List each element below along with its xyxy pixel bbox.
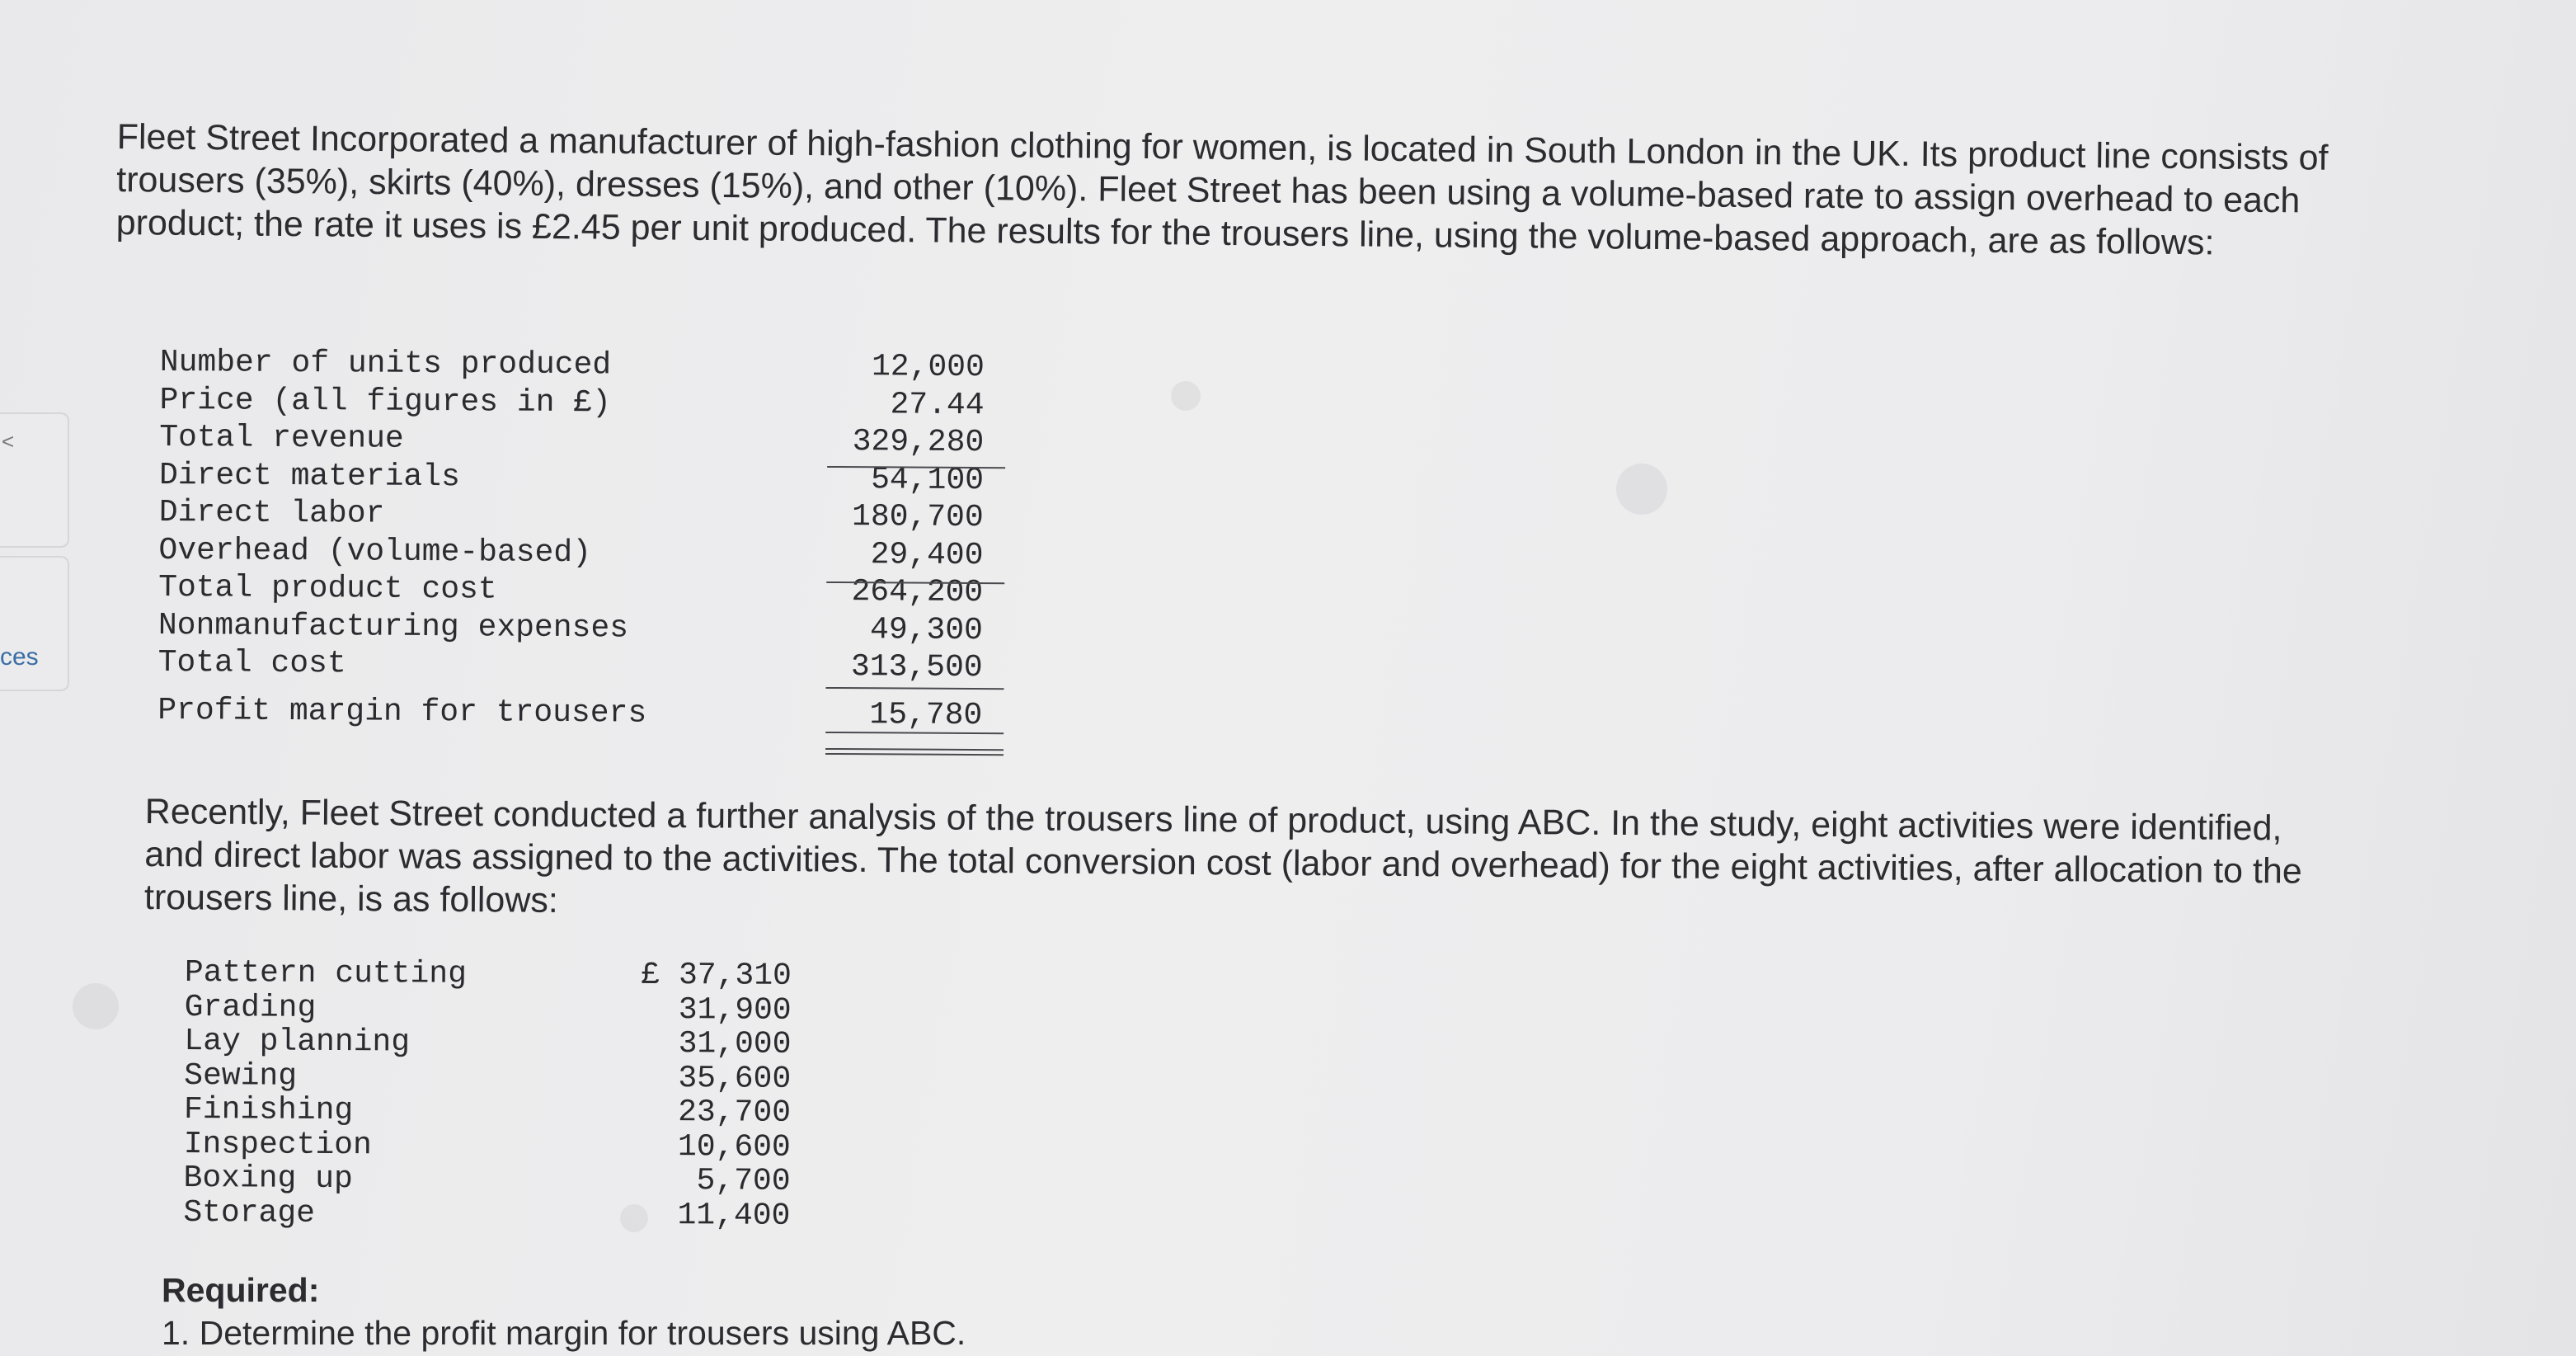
activity-label: Finishing bbox=[183, 1091, 354, 1129]
table-row bbox=[157, 645, 1015, 688]
activity-cost-table bbox=[183, 955, 811, 1232]
table-row bbox=[183, 1161, 810, 1198]
row-value: 15,780 bbox=[869, 696, 983, 733]
table-row bbox=[159, 420, 1017, 463]
table-row bbox=[159, 457, 1017, 500]
row-label: Total revenue bbox=[159, 419, 404, 457]
table-row bbox=[183, 1194, 810, 1234]
row-value: 264,200 bbox=[851, 574, 984, 611]
activity-cost: 23,700 bbox=[678, 1095, 792, 1131]
volume-based-results-table bbox=[157, 345, 1018, 735]
activity-label: Pattern cutting bbox=[184, 955, 468, 992]
double-total-rule bbox=[825, 748, 1004, 751]
double-total-rule bbox=[825, 753, 1004, 756]
row-value: 27.44 bbox=[890, 386, 985, 423]
table-row bbox=[184, 1092, 811, 1129]
problem-intro-paragraph: Fleet Street Incorporated a manufacturer of high-fashion clothing for women, is located in South London in the UK. Its product line consists of trousers (35%), skirts (40%), dresses (15%), and other (10%). Fleet Street has been using a volume-based rate to assign overhead to each product; the rate it uses is £2.45 per unit produced. The results for the trousers line, using the volume-based approach, are as follows: bbox=[115, 116, 2329, 263]
table-row bbox=[158, 607, 1016, 650]
activity-cost: 31,900 bbox=[678, 991, 792, 1029]
activity-label: Sewing bbox=[184, 1057, 298, 1095]
row-label: Price (all figures in £) bbox=[159, 382, 612, 421]
activity-cost: £ 37,310 bbox=[641, 957, 792, 994]
row-label: Profit margin for trousers bbox=[157, 692, 647, 732]
row-label: Direct labor bbox=[158, 494, 385, 532]
side-tab-label[interactable]: ces bbox=[0, 643, 39, 671]
row-value: 49,300 bbox=[869, 611, 984, 648]
row-value: 29,400 bbox=[870, 536, 984, 573]
row-label: Total cost bbox=[157, 644, 346, 682]
smudge-mark bbox=[1616, 464, 1667, 515]
activity-label: Inspection bbox=[183, 1126, 372, 1163]
table-row bbox=[184, 1024, 811, 1061]
table-row bbox=[158, 532, 1016, 575]
activity-cost: 31,000 bbox=[678, 1026, 792, 1062]
table-row bbox=[159, 382, 1017, 425]
table-row bbox=[185, 955, 811, 992]
row-value: 329,280 bbox=[852, 424, 985, 461]
table-row bbox=[184, 1126, 811, 1163]
row-value: 180,700 bbox=[851, 499, 984, 536]
row-label: Overhead (volume-based) bbox=[158, 532, 592, 571]
row-value: 313,500 bbox=[850, 649, 983, 686]
table-row bbox=[157, 692, 1015, 735]
row-label: Nonmanufacturing expenses bbox=[157, 607, 629, 646]
abc-analysis-paragraph: Recently, Fleet Street conducted a further analysis of the trousers line of product, using ABC. In the study, eight activities were identified, and direct labor was assigned to the activities. The total conversion cost (labor and overhead) for the eight activities, after allocation to the trousers line, is as follows: bbox=[143, 791, 2302, 920]
activity-cost: 10,600 bbox=[677, 1128, 791, 1165]
required-section bbox=[162, 1269, 966, 1354]
table-row bbox=[159, 495, 1017, 538]
table-row bbox=[184, 989, 811, 1029]
smudge-mark bbox=[73, 983, 119, 1029]
required-item: 1. Determine the profit margin for trousers using ABC. bbox=[162, 1314, 966, 1352]
row-label: Direct materials bbox=[158, 457, 461, 495]
table-row bbox=[184, 1057, 811, 1095]
smudge-mark bbox=[1171, 381, 1201, 411]
row-value: 54,100 bbox=[871, 461, 985, 498]
activity-cost: 5,700 bbox=[696, 1163, 791, 1199]
activity-label: Storage bbox=[183, 1194, 316, 1231]
row-label: Number of units produced bbox=[159, 345, 612, 384]
required-heading: Required: bbox=[162, 1271, 320, 1309]
activity-label: Lay planning bbox=[184, 1023, 411, 1061]
subtotal-rule bbox=[825, 687, 1004, 690]
activity-cost: 11,400 bbox=[677, 1197, 791, 1234]
activity-label: Grading bbox=[184, 989, 317, 1026]
activity-cost: 35,600 bbox=[678, 1060, 792, 1097]
row-value: 12,000 bbox=[871, 349, 985, 386]
activity-label: Boxing up bbox=[183, 1160, 353, 1198]
table-row bbox=[158, 570, 1016, 613]
chevron-left-icon[interactable]: < bbox=[2, 429, 15, 454]
table-row bbox=[160, 345, 1018, 388]
row-label: Total product cost bbox=[158, 569, 497, 608]
